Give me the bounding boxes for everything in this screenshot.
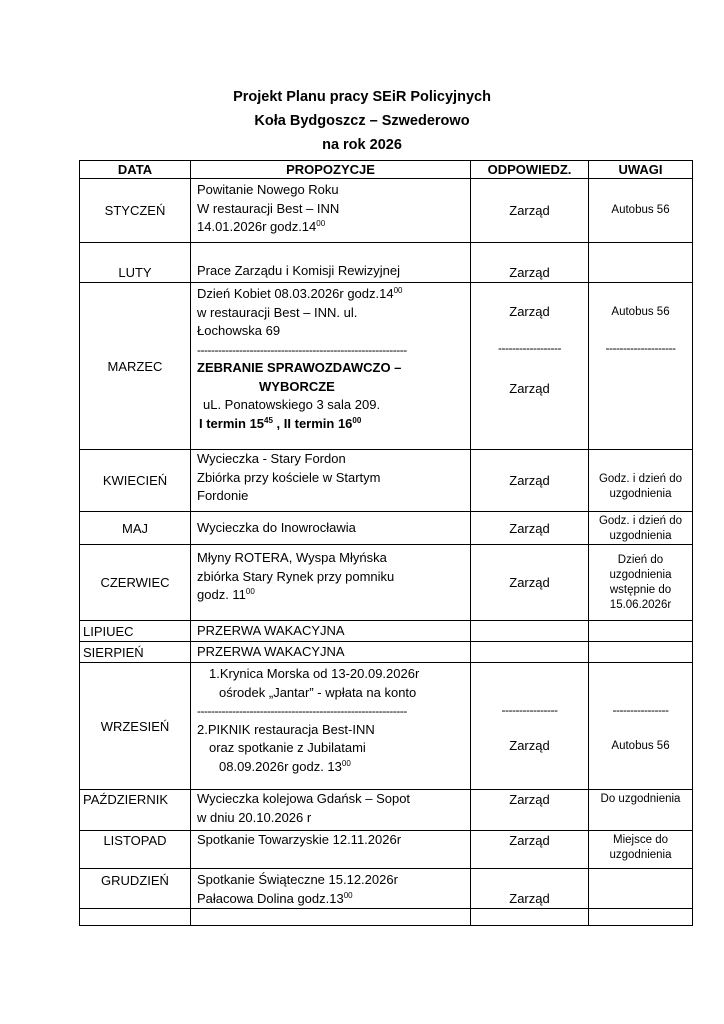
separator-line: ----------------	[612, 703, 669, 717]
proposal-cell	[191, 545, 471, 621]
responsible-cell: Zarząd	[471, 790, 589, 831]
proposal-line: 14.01.2026r $godz.14^{00}$	[197, 219, 326, 234]
proposal-cell	[191, 450, 471, 512]
remarks-cell	[589, 663, 693, 790]
separator-line: ------------------	[498, 341, 561, 355]
remarks-cell	[589, 869, 693, 909]
remarks-cell	[589, 642, 693, 663]
proposal-line: Zbiórka przy kościele w Startym	[197, 469, 381, 485]
proposal-cell	[191, 790, 471, 831]
remarks-cell	[589, 283, 693, 450]
table-row	[80, 642, 693, 663]
header-data: DATA	[80, 161, 191, 179]
proposal-line: Powitanie Nowego Roku	[197, 182, 339, 197]
proposal-line: W restauracji Best – INN	[197, 200, 340, 216]
responsible-cell	[471, 283, 589, 450]
proposal-line: ośrodek „Jantar” - wpłata na konto	[219, 684, 417, 700]
proposal-line: Młyny ROTERA, Wyspa Młyńska	[197, 550, 387, 565]
empty-cell	[191, 909, 471, 926]
table-row	[80, 179, 693, 243]
table-row	[80, 243, 693, 283]
page-title-line1: Projekt Planu pracy SEiR Policyjnych	[233, 89, 491, 105]
remarks-text: uzgodnienia	[609, 530, 672, 542]
proposal-line: ZEBRANIE SPRAWOZDAWCZO –	[197, 360, 402, 375]
remarks-text: Dzień do	[617, 553, 664, 566]
proposal-cell	[191, 663, 471, 790]
page-title-line2: Koła Bydgoszcz – Szwederowo	[254, 113, 470, 129]
proposal-cell	[191, 869, 471, 909]
proposal-cell	[191, 243, 471, 283]
month-cell: GRUDZIEŃ	[80, 869, 191, 909]
proposal-line: WYBORCZE	[259, 378, 335, 394]
separator-line: ------------------------------------------------------------	[197, 704, 407, 718]
proposal-line: PRZERWA WAKACYJNA	[197, 622, 345, 638]
work-plan-table	[79, 160, 693, 926]
proposal-line: Wycieczka - Stary Fordon	[197, 451, 346, 466]
month-cell: MARZEC	[80, 283, 191, 450]
month-cell: WRZESIEŃ	[80, 663, 191, 790]
month-cell: SIERPIEŃ	[80, 642, 191, 663]
proposal-line: w restauracji Best – INN. ul.	[197, 304, 358, 320]
empty-cell	[471, 909, 589, 926]
remarks-text: 15.06.2026r	[609, 598, 672, 611]
responsible-cell: Zarząd	[471, 869, 589, 909]
proposal-line: Fordonie	[197, 488, 249, 503]
remarks-text: Godz. i dzień do	[598, 515, 683, 527]
proposal-cell	[191, 642, 471, 663]
proposal-line: I termin $15^{45}$ , II termin $16^{00}$	[199, 415, 362, 431]
table-row	[80, 621, 693, 642]
month-cell: KWIECIEŃ	[80, 450, 191, 512]
proposal-line: Wycieczka kolejowa Gdańsk – Sopot	[197, 791, 411, 806]
responsible-text: Zarząd	[509, 738, 550, 753]
remarks-cell	[589, 545, 693, 621]
month-cell: PAŹDZIERNIK	[80, 790, 191, 831]
header-propozycje: PROPOZYCJE	[191, 161, 471, 179]
remarks-text: wstępnie do	[609, 583, 672, 596]
proposal-line: Prace Zarządu i Komisji Rewizyjnej	[197, 262, 401, 278]
responsible-cell	[471, 642, 589, 663]
proposal-line: oraz spotkanie z Jubilatami	[209, 740, 366, 755]
table-row	[80, 283, 693, 450]
table-header-row	[80, 161, 693, 179]
month-cell: LIPIUEC	[80, 621, 191, 642]
responsible-cell: Zarząd	[471, 450, 589, 512]
proposal-cell	[191, 621, 471, 642]
month-cell: STYCZEŃ	[80, 179, 191, 243]
responsible-text: Zarząd	[509, 304, 550, 319]
table-row	[80, 545, 693, 621]
proposal-line: Wycieczka do Inowrocławia	[197, 519, 356, 535]
proposal-line: Spotkanie Świąteczne 15.12.2026r	[197, 872, 398, 887]
proposal-line: 1.Krynica Morska od 13-20.09.2026r	[209, 666, 420, 681]
table-row	[80, 869, 693, 909]
remarks-text: Autobus 56	[611, 740, 670, 752]
proposal-line: Pałacowa Dolina $godz.13^{00}$	[197, 890, 353, 906]
proposal-cell	[191, 283, 471, 450]
month-cell: CZERWIEC	[80, 545, 191, 621]
responsible-cell	[471, 621, 589, 642]
proposal-line: w dniu 20.10.2026 r	[197, 809, 312, 825]
proposal-line: zbiórka Stary Rynek przy pomniku	[197, 568, 395, 584]
remarks-text: uzgodnienia	[609, 849, 672, 861]
proposal-cell	[191, 831, 471, 869]
proposal-line: Spotkanie Towarzyskie 12.11.2026r	[197, 832, 402, 847]
page-title-line3: na rok 2026	[322, 137, 402, 153]
empty-cell	[589, 909, 693, 926]
proposal-line: Łochowska 69	[197, 323, 281, 338]
table-row-empty	[80, 909, 693, 926]
proposal-line: godz. $11^{00}$	[197, 587, 255, 602]
responsible-cell: Zarząd	[471, 243, 589, 283]
remarks-cell	[589, 243, 693, 283]
remarks-cell	[589, 831, 693, 869]
empty-cell	[80, 909, 191, 926]
header-odpowiedz: ODPOWIEDZ.	[471, 161, 589, 179]
responsible-cell: Zarząd	[471, 545, 589, 621]
month-cell: MAJ	[80, 512, 191, 545]
remarks-cell: Autobus 56	[589, 179, 693, 243]
proposal-line: 08.09.2026r godz. $13^{00}$	[219, 758, 351, 774]
remarks-text: Miejsce do	[613, 834, 668, 846]
month-cell: LISTOPAD	[80, 831, 191, 869]
separator-line: --------------------	[605, 341, 676, 355]
table-row	[80, 790, 693, 831]
responsible-cell: Zarząd	[471, 179, 589, 243]
remarks-text: Autobus 56	[611, 306, 670, 318]
remarks-cell	[589, 450, 693, 512]
proposal-cell	[191, 512, 471, 545]
responsible-text: Zarząd	[509, 381, 550, 396]
separator-line: ----------------	[501, 703, 558, 717]
table-row	[80, 450, 693, 512]
remarks-cell	[589, 512, 693, 545]
separator-line: ------------------------------------------------------------	[197, 342, 407, 357]
proposal-line: PRZERWA WAKACYJNA	[197, 643, 345, 659]
proposal-cell	[191, 179, 471, 243]
remarks-text: uzgodnienia	[609, 487, 672, 500]
header-uwagi: UWAGI	[589, 161, 693, 179]
remarks-cell: Do uzgodnienia	[589, 790, 693, 831]
responsible-cell: Zarząd	[471, 512, 589, 545]
responsible-cell: Zarząd	[471, 831, 589, 869]
table-row	[80, 831, 693, 869]
proposal-line: Dzień Kobiet 08.03.2026r $godz.14^{00}$	[197, 286, 403, 301]
month-cell: LUTY	[80, 243, 191, 283]
table-row	[80, 512, 693, 545]
responsible-cell	[471, 663, 589, 790]
proposal-line: uL. Ponatowskiego 3 sala 209.	[203, 397, 381, 412]
remarks-text: uzgodnienia	[609, 568, 672, 581]
remarks-cell	[589, 621, 693, 642]
table-row	[80, 663, 693, 790]
remarks-text: Godz. i dzień do	[598, 472, 683, 485]
proposal-line: 2.PIKNIK restauracja Best-INN	[197, 721, 375, 737]
